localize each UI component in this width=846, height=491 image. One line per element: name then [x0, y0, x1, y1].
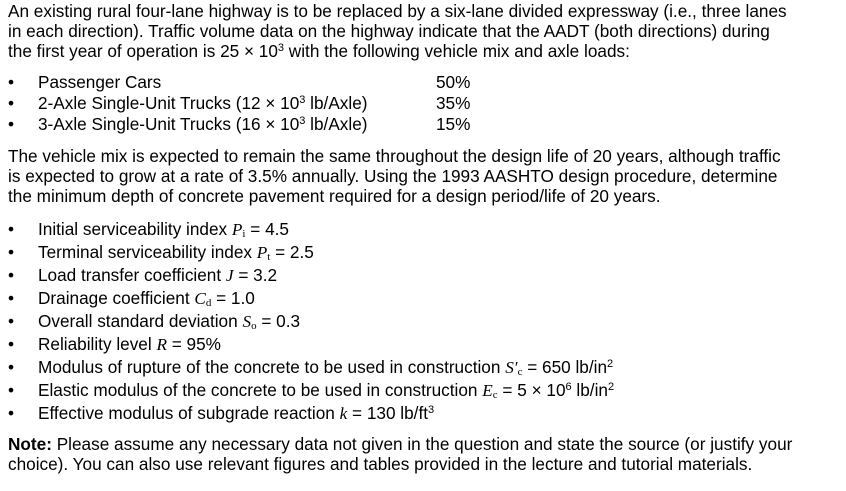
bullet-icon: • [8, 219, 15, 239]
intro-line-1: An existing rural four-lane highway is to be replaced by a six-lane divided expressway (i.e., three lanes [8, 1, 787, 21]
param-label: Terminal serviceability index [38, 242, 257, 262]
vehicle-label: Passenger Cars [38, 72, 162, 92]
vehicle-mix-list [8, 72, 836, 135]
intro-paragraph [8, 0, 836, 61]
note-paragraph [8, 434, 836, 474]
param-exponent: 2 [607, 358, 614, 370]
bullet-icon: • [8, 403, 15, 423]
growth-line-3: the minimum depth of concrete pavement required for a design period/life of 20 years. [8, 186, 661, 206]
note-line-1: Please assume any necessary data not given in the question and state the source (or justify your [51, 434, 793, 454]
param-subscript: d [205, 297, 212, 309]
vehicle-label-tail: lb/Axle) [305, 114, 368, 134]
param-unit-exponent: 2 [607, 381, 615, 393]
bullet-icon: • [8, 265, 15, 285]
param-symbol: R [156, 335, 167, 354]
param-value: = 130 lb/ft [347, 403, 428, 423]
vehicle-label-text: 2-Axle Single-Unit Trucks (12 × 10 [38, 93, 300, 113]
param-symbol: P [256, 243, 268, 262]
param-subscript: t [267, 251, 271, 263]
param-item [8, 218, 836, 241]
note-label: Note: [8, 434, 52, 454]
param-item [8, 264, 836, 287]
vehicle-label [38, 114, 368, 134]
bullet-icon: • [8, 242, 15, 262]
bullet-icon: • [8, 288, 15, 308]
param-item [8, 402, 836, 425]
param-label: Drainage coefficient [38, 288, 195, 308]
growth-paragraph [8, 146, 836, 206]
param-symbol: S [242, 312, 252, 331]
growth-line-2: is expected to grow at a rate of 3.5% annually. Using the 1993 AASHTO design procedure, determine [8, 166, 778, 186]
param-label: Modulus of rupture of the concrete to be used in construction [38, 357, 506, 377]
param-value: = 650 lb/in [522, 357, 608, 377]
vehicle-label [38, 93, 368, 113]
vehicle-item [8, 93, 836, 114]
param-symbol: J [225, 266, 234, 285]
param-symbol: S′ [505, 358, 518, 377]
intro-exponent: 3 [277, 42, 285, 54]
param-value: = 2.5 [270, 242, 314, 262]
param-label: Load transfer coefficient [38, 265, 226, 285]
vehicle-share: 15% [436, 114, 471, 134]
param-item [8, 333, 836, 356]
param-item [8, 356, 836, 379]
param-label: Reliability level [38, 334, 157, 354]
param-item [8, 310, 836, 333]
param-value: = 4.5 [245, 219, 289, 239]
param-subscript: i [242, 228, 246, 240]
param-value: = 5 × 10 [497, 380, 566, 400]
intro-line-3 [8, 41, 630, 61]
bullet-icon: • [8, 380, 15, 400]
param-value: = 0.3 [256, 311, 301, 331]
note-line-2: choice). You can also use relevant figures and tables provided in the lecture and tutorial materials. [8, 454, 753, 474]
bullet-icon: • [8, 72, 15, 92]
intro-line-3-tail: with the following vehicle mix and axle loads: [284, 41, 630, 61]
bullet-icon: • [8, 93, 15, 113]
bullet-icon: • [8, 114, 15, 134]
param-exponent: 3 [428, 404, 435, 416]
design-parameter-list [8, 218, 836, 425]
vehicle-item [8, 72, 836, 93]
param-label: Elastic modulus of the concrete to be used in construction [38, 380, 483, 400]
param-symbol: C [194, 289, 206, 308]
param-unit: lb/in [571, 380, 608, 400]
param-value: = 1.0 [211, 288, 255, 308]
param-symbol: P [231, 220, 243, 239]
param-subscript: c [517, 366, 523, 378]
param-symbol: k [339, 404, 348, 423]
param-label: Effective modulus of subgrade reaction [38, 403, 340, 423]
param-label: Overall standard deviation [38, 311, 243, 331]
vehicle-share: 50% [436, 72, 471, 92]
intro-line-3-text: the first year of operation is 25 × 10 [8, 41, 278, 61]
bullet-icon: • [8, 357, 15, 377]
param-item [8, 287, 836, 310]
param-exponent: 6 [565, 381, 572, 393]
intro-line-2: in each direction). Traffic volume data on the highway indicate that the AADT (both directions) during [8, 21, 770, 41]
vehicle-item [8, 114, 836, 135]
param-symbol: E [482, 381, 493, 400]
vehicle-label-text: 3-Axle Single-Unit Trucks (16 × 10 [38, 114, 300, 134]
vehicle-share: 35% [436, 93, 471, 113]
param-value: = 95% [166, 334, 221, 354]
vehicle-exponent: 3 [299, 94, 306, 106]
bullet-icon: • [8, 334, 15, 354]
bullet-icon: • [8, 311, 15, 331]
param-label: Initial serviceability index [38, 219, 232, 239]
param-subscript: o [251, 320, 257, 332]
param-item [8, 379, 836, 402]
vehicle-exponent: 3 [299, 115, 306, 127]
growth-line-1: The vehicle mix is expected to remain the same throughout the design life of 20 years, although traffic [8, 146, 781, 166]
vehicle-label-tail: lb/Axle) [305, 93, 368, 113]
param-item [8, 241, 836, 264]
param-subscript: c [492, 389, 498, 401]
param-value: = 3.2 [233, 265, 278, 285]
